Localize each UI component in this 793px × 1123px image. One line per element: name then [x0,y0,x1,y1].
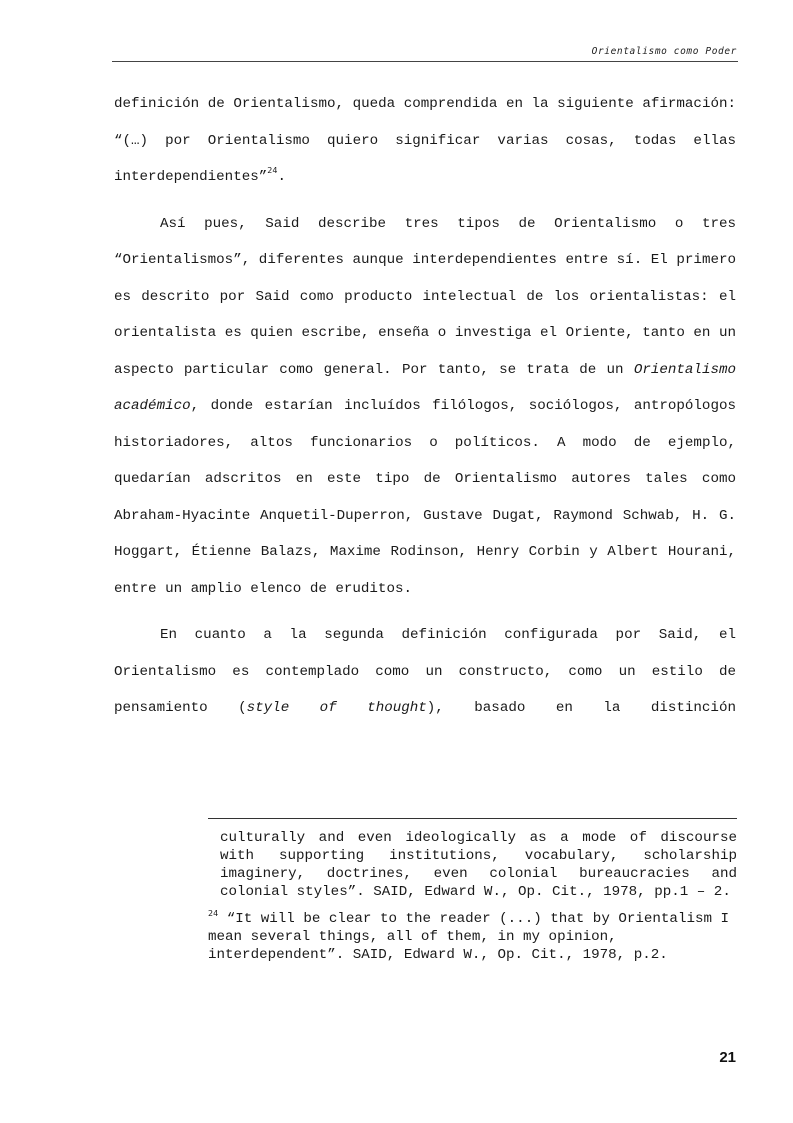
footnote-24 [208,910,737,964]
footnote-24-text: “It will be clear to the reader (...) that by Orientalism I mean several things, all of them, in my opinion, interdependent”. SAID, Edward W., Op. Cit., 1978, p.2. [208,911,730,963]
paragraph-3-emphasis: style of thought [246,700,427,716]
paragraph-3-text-b: ), basado en la distinción [426,700,736,716]
paragraph-2-text-a: Así pues, Said describe tres tipos de Orientalismo o tres “Orientalismos”, diferentes aunque interdependientes entre sí. El primero es descrito por Said como producto intelectual de los orientalistas: el orientalista es quien escribe, enseña o investiga el Oriente, tanto en un aspecto particular como general. Por tanto, se trata de un [114,215,736,378]
paragraph-3 [114,617,736,727]
running-header: Orientalismo como Poder [591,46,737,57]
paragraph-2-emphasis: Orientalismo académico [114,361,736,414]
body-text [114,86,736,727]
page-number: 21 [719,1049,736,1066]
footnote-rule [208,818,737,819]
footnote-24-marker: 24 [208,909,219,918]
paragraph-3-text-a: En cuanto a la segunda definición configurada por Said, el Orientalismo es contemplado como un constructo, como un estilo de pensamiento ( [114,627,736,716]
paragraph-2-text-b: , donde estarían incluídos filólogos, sociólogos, antropólogos historiadores, altos funcionarios o políticos. A modo de ejemplo, quedarían adscritos en este tipo de Orientalismo autores tales como Abraham-Hyacinte Anquetil-Duperron, Gustave Dugat, Raymond Schwab, H. G. Hoggart, Étienne Balazs, Maxime Rodinson, Henry Corbin y Albert Hourani, entre un amplio elenco de eruditos. [114,398,736,597]
footnote-continuation: culturally and even ideologically as a mode of discourse with supporting institutions, vocabulary, scholarship imaginery, doctrines, even colonial bureaucracies and colonial styles”. SAID, Edward W., Op. Cit., 1978, pp.1 – 2. [220,830,737,900]
footnote-ref-24[interactable]: 24 [267,166,278,175]
header-rule [112,61,738,62]
footnotes [208,829,737,964]
paragraph-1-end: . [277,169,286,185]
paragraph-2 [114,206,736,608]
paragraph-1-text: definición de Orientalismo, queda comprendida en la siguiente afirmación: “(…) por Orientalismo quiero significar varias cosas, todas ellas interdependientes” [114,96,736,185]
paragraph-1 [114,86,736,196]
